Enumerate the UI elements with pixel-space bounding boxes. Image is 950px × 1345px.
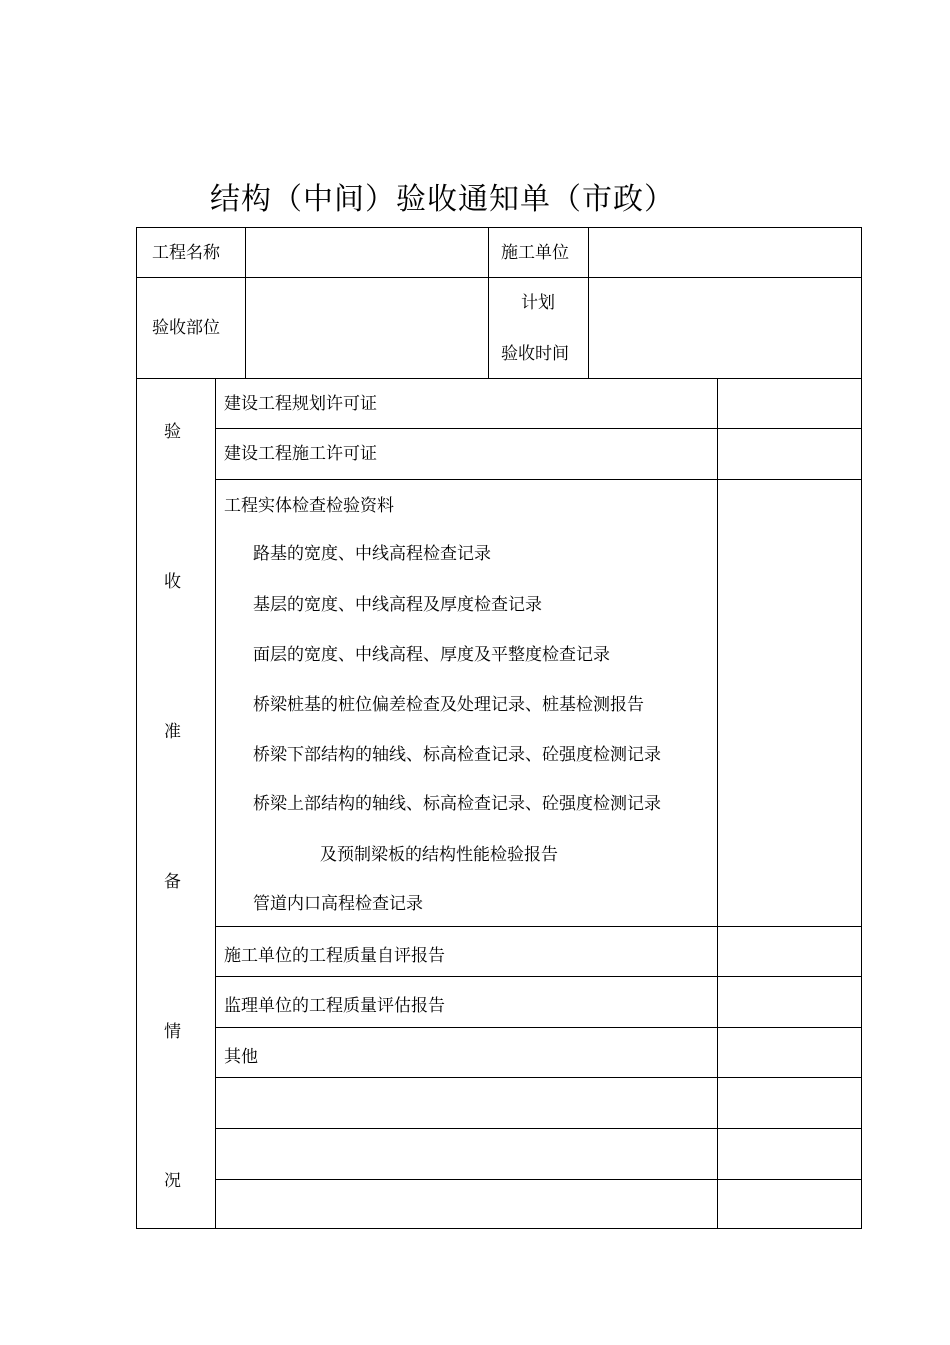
contractor-label: 施工单位 [501, 243, 569, 263]
planned-time-label-line1: 计划 [521, 293, 555, 313]
item-self-eval-report: 施工单位的工程质量自评报告 [224, 946, 445, 966]
row-divider [215, 926, 862, 927]
item-construction-permit: 建设工程施工许可证 [224, 444, 377, 464]
entity-inspection-continuation: 及预制梁板的结构性能检验报告 [320, 845, 558, 865]
col-divider [245, 227, 246, 379]
row-divider [215, 1128, 862, 1129]
item-pipeline-record: 管道内口高程检查记录 [253, 894, 423, 914]
col-divider [215, 378, 216, 1229]
row-divider [215, 428, 862, 429]
contractor-value[interactable] [598, 243, 854, 263]
side-label-char: 备 [164, 872, 181, 892]
col-divider [588, 227, 589, 379]
entity-inspection-line: 桥梁桩基的桩位偏差检查及处理记录、桩基检测报告 [253, 695, 644, 715]
row-divider [215, 1179, 862, 1180]
side-label-char: 准 [164, 722, 181, 742]
col-divider [717, 378, 718, 1229]
item-planning-permit: 建设工程规划许可证 [224, 394, 377, 414]
planned-time-value[interactable] [598, 318, 854, 338]
row-divider [215, 1027, 862, 1028]
col-divider [488, 227, 489, 379]
item-other: 其他 [224, 1047, 258, 1067]
entity-inspection-line: 桥梁上部结构的轴线、标高检查记录、砼强度检测记录 [253, 794, 661, 814]
side-label-char: 况 [164, 1171, 181, 1191]
row-divider [215, 1077, 862, 1078]
side-label-char: 情 [164, 1022, 181, 1042]
entity-inspection-line: 基层的宽度、中线高程及厚度检查记录 [253, 595, 542, 615]
item-entity-inspection-title: 工程实体检查检验资料 [224, 496, 394, 516]
table-border-bottom [136, 1228, 862, 1229]
entity-inspection-line: 路基的宽度、中线高程检查记录 [253, 544, 491, 564]
item-supervision-report: 监理单位的工程质量评估报告 [224, 996, 445, 1016]
acceptance-part-value[interactable] [256, 318, 482, 338]
side-label-char: 收 [164, 572, 181, 592]
planned-time-label-line2: 验收时间 [501, 344, 569, 364]
project-name-label: 工程名称 [152, 243, 220, 263]
entity-inspection-line: 桥梁下部结构的轴线、标高检查记录、砼强度检测记录 [253, 745, 661, 765]
row-divider [215, 976, 862, 977]
side-label-char: 验 [164, 422, 181, 442]
project-name-value[interactable] [256, 243, 482, 263]
entity-inspection-line: 面层的宽度、中线高程、厚度及平整度检查记录 [253, 645, 610, 665]
row-divider [215, 479, 862, 480]
acceptance-part-label: 验收部位 [152, 318, 220, 338]
document-title: 结构（中间）验收通知单（市政） [210, 182, 675, 217]
